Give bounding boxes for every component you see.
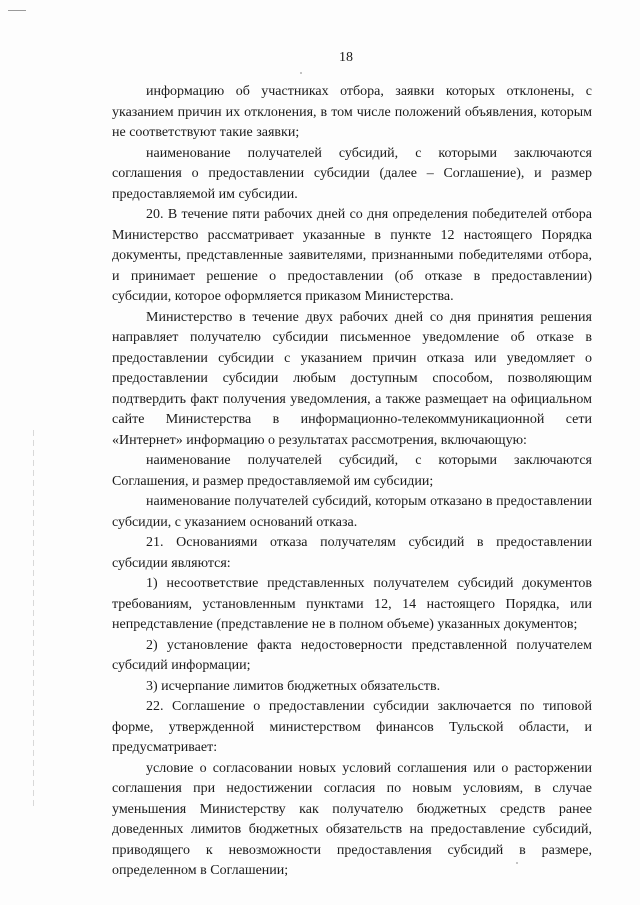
- document-body: [112, 82, 592, 882]
- page-number: 18: [339, 50, 353, 65]
- paragraph-rejected-participants: информацию об участниках отбора, заявки которых отклонены, с указанием причин их отклонения, в том числе положений объявления, которым не соответствуют такие заявки;: [112, 84, 592, 140]
- paragraph-recipients-list: наименование получателей субсидий, с которыми заключаются Соглашения, и размер предоставляемой им субсидии;: [112, 453, 592, 489]
- scan-speck: [300, 72, 302, 74]
- paragraph-clause-22: 22. Соглашение о предоставлении субсидии заключается по типовой форме, утвержденной министерством финансов Тульской области, и предусматривает:: [112, 699, 592, 755]
- paragraph-ground-2: 2) установление факта недостоверности представленной получателем субсидий информации;: [112, 637, 592, 673]
- paragraph-refused-recipients: наименование получателей субсидий, которым отказано в предоставлении субсидии, с указанием оснований отказа.: [112, 494, 592, 530]
- paragraph-clause-20: 20. В течение пяти рабочих дней со дня определения победителей отбора Министерство рассматривает указанные в пункте 12 настоящего Порядка документы, представленные заявителями, признанными победителями отбора, и принимает решение о предоставлении (об отказе в предоставлении) субсидии, которое оформляется приказом Министерства.: [112, 207, 592, 304]
- scan-corner-mark: [8, 10, 26, 11]
- paragraph-ministry-notification: Министерство в течение двух рабочих дней со дня принятия решения направляет получателю субсидии письменное уведомление об отказе в предоставлении субсидии с указанием причин отказа или уведомляет о предоставлении субсидии любым доступным способом, позволяющим подтвердить факт получения уведомления, а также размещает на официальном сайте Министерства в информационно-телекоммуникационной сети «Интернет» информацию о результатах рассмотрения, включающую:: [112, 309, 592, 448]
- paragraph-ground-1: 1) несоответствие представленных получателем субсидий документов требованиям, установленным пунктами 12, 14 настоящего Порядка, или непредставление (представление не в полном объеме) указанных документов;: [112, 576, 592, 632]
- paragraph-agreement-condition: условие о согласовании новых условий соглашения или о расторжении соглашения при недостижении согласия по новым условиям, в случае уменьшения Министерству как получателю бюджетных средств ранее доведенных лимитов бюджетных обязательств на предоставление субсидий, приводящего к невозможности предоставления субсидий в размере, определенном в Соглашении;: [112, 760, 592, 878]
- paragraph-recipients-agreements: наименование получателей субсидий, с которыми заключаются соглашения о предоставлении субсидии (далее – Соглашение), и размер предоставляемой им субсидии.: [112, 145, 592, 202]
- scan-edge-artifact: [33, 430, 34, 810]
- paragraph-ground-3: 3) исчерпание лимитов бюджетных обязательств.: [146, 678, 441, 694]
- paragraph-clause-21: 21. Основаниями отказа получателям субсидий в предоставлении субсидии являются:: [112, 535, 592, 571]
